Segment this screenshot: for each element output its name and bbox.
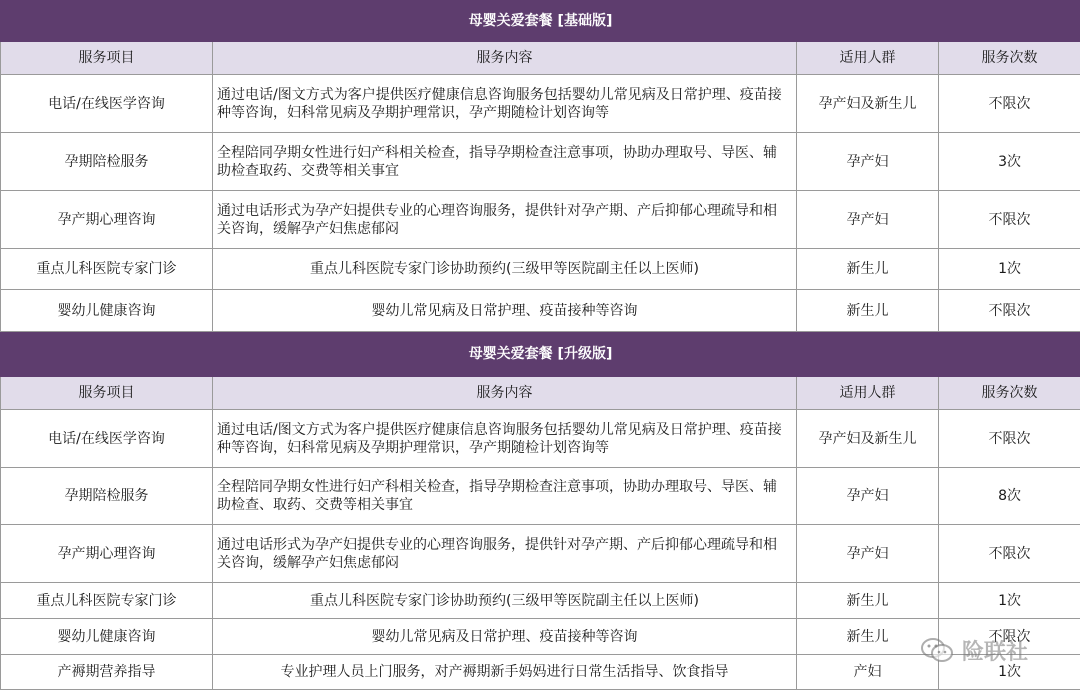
header-row [1, 377, 1080, 410]
cell-times: 不限次 [939, 191, 1080, 249]
table-row [1, 191, 1080, 249]
cell-group: 孕产妇 [797, 191, 939, 249]
table-row [1, 75, 1080, 133]
cell-content: 通过电话形式为孕产妇提供专业的心理咨询服务，提供针对孕产期、产后抑郁心理疏导和相关咨询，缓解孕产妇焦虑郁闷 [213, 525, 797, 583]
cell-content: 全程陪同孕期女性进行妇产科相关检查，指导孕期检查注意事项，协助办理取号、导医、辅助检查、取药、交费等相关事宜 [213, 468, 797, 525]
header-times: 服务次数 [939, 377, 1080, 410]
section-title-row [1, 1, 1080, 42]
cell-times: 1次 [939, 249, 1080, 290]
cell-times: 不限次 [939, 525, 1080, 583]
section-title: 母婴关爱套餐 [升级版] [1, 332, 1080, 377]
cell-group: 产妇 [797, 655, 939, 690]
cell-group: 孕产妇 [797, 525, 939, 583]
cell-content: 婴幼儿常见病及日常护理、疫苗接种等咨询 [213, 619, 797, 655]
cell-content: 通过电话/图文方式为客户提供医疗健康信息咨询服务包括婴幼儿常见病及日常护理、疫苗接种等咨询，妇科常见病及孕期护理常识，孕产期随检计划咨询等 [213, 410, 797, 468]
table-row [1, 133, 1080, 191]
cell-times: 不限次 [939, 410, 1080, 468]
header-item: 服务项目 [1, 42, 213, 75]
table-row [1, 410, 1080, 468]
header-content: 服务内容 [213, 377, 797, 410]
watermark-text: 险联社 [962, 639, 1029, 665]
table-row [1, 468, 1080, 525]
cell-group: 新生儿 [797, 249, 939, 290]
header-row [1, 42, 1080, 75]
cell-content: 专业护理人员上门服务，对产褥期新手妈妈进行日常生活指导、饮食指导 [213, 655, 797, 690]
cell-content: 通过电话形式为孕产妇提供专业的心理咨询服务，提供针对孕产期、产后抑郁心理疏导和相关咨询，缓解孕产妇焦虑郁闷 [213, 191, 797, 249]
header-content: 服务内容 [213, 42, 797, 75]
cell-times: 3次 [939, 133, 1080, 191]
cell-content: 婴幼儿常见病及日常护理、疫苗接种等咨询 [213, 290, 797, 332]
header-item: 服务项目 [1, 377, 213, 410]
cell-times: 不限次 [939, 619, 1080, 655]
cell-group: 孕产妇 [797, 468, 939, 525]
cell-group: 新生儿 [797, 583, 939, 619]
cell-times: 1次 [939, 655, 1080, 690]
cell-times: 1次 [939, 583, 1080, 619]
header-times: 服务次数 [939, 42, 1080, 75]
table-row [1, 249, 1080, 290]
cell-content: 通过电话/图文方式为客户提供医疗健康信息咨询服务包括婴幼儿常见病及日常护理、疫苗接种等咨询，妇科常见病及孕期护理常识，孕产期随检计划咨询等 [213, 75, 797, 133]
cell-times: 不限次 [939, 290, 1080, 332]
cell-item: 电话/在线医学咨询 [1, 75, 213, 133]
cell-group: 新生儿 [797, 290, 939, 332]
cell-group: 孕产妇 [797, 133, 939, 191]
cell-item: 电话/在线医学咨询 [1, 410, 213, 468]
cell-group: 新生儿 [797, 619, 939, 655]
cell-item: 产褥期营养指导 [1, 655, 213, 690]
cell-content: 重点儿科医院专家门诊协助预约(三级甲等医院副主任以上医师) [213, 249, 797, 290]
cell-item: 孕期陪检服务 [1, 468, 213, 525]
cell-item: 重点儿科医院专家门诊 [1, 583, 213, 619]
cell-item: 孕产期心理咨询 [1, 191, 213, 249]
cell-item: 重点儿科医院专家门诊 [1, 249, 213, 290]
cell-group: 孕产妇及新生儿 [797, 410, 939, 468]
header-group: 适用人群 [797, 42, 939, 75]
section-title-row [1, 332, 1080, 377]
cell-item: 孕产期心理咨询 [1, 525, 213, 583]
table-row [1, 655, 1080, 690]
table-row [1, 290, 1080, 332]
table-row [1, 619, 1080, 655]
cell-times: 8次 [939, 468, 1080, 525]
section-title: 母婴关爱套餐 [基础版] [1, 1, 1080, 42]
cell-item: 婴幼儿健康咨询 [1, 290, 213, 332]
header-group: 适用人群 [797, 377, 939, 410]
cell-group: 孕产妇及新生儿 [797, 75, 939, 133]
table-row [1, 525, 1080, 583]
cell-times: 不限次 [939, 75, 1080, 133]
cell-item: 孕期陪检服务 [1, 133, 213, 191]
cell-item: 婴幼儿健康咨询 [1, 619, 213, 655]
cell-content: 重点儿科医院专家门诊协助预约(三级甲等医院副主任以上医师) [213, 583, 797, 619]
table-row [1, 583, 1080, 619]
cell-content: 全程陪同孕期女性进行妇产科相关检查，指导孕期检查注意事项，协助办理取号、导医、辅助检查取药、交费等相关事宜 [213, 133, 797, 191]
